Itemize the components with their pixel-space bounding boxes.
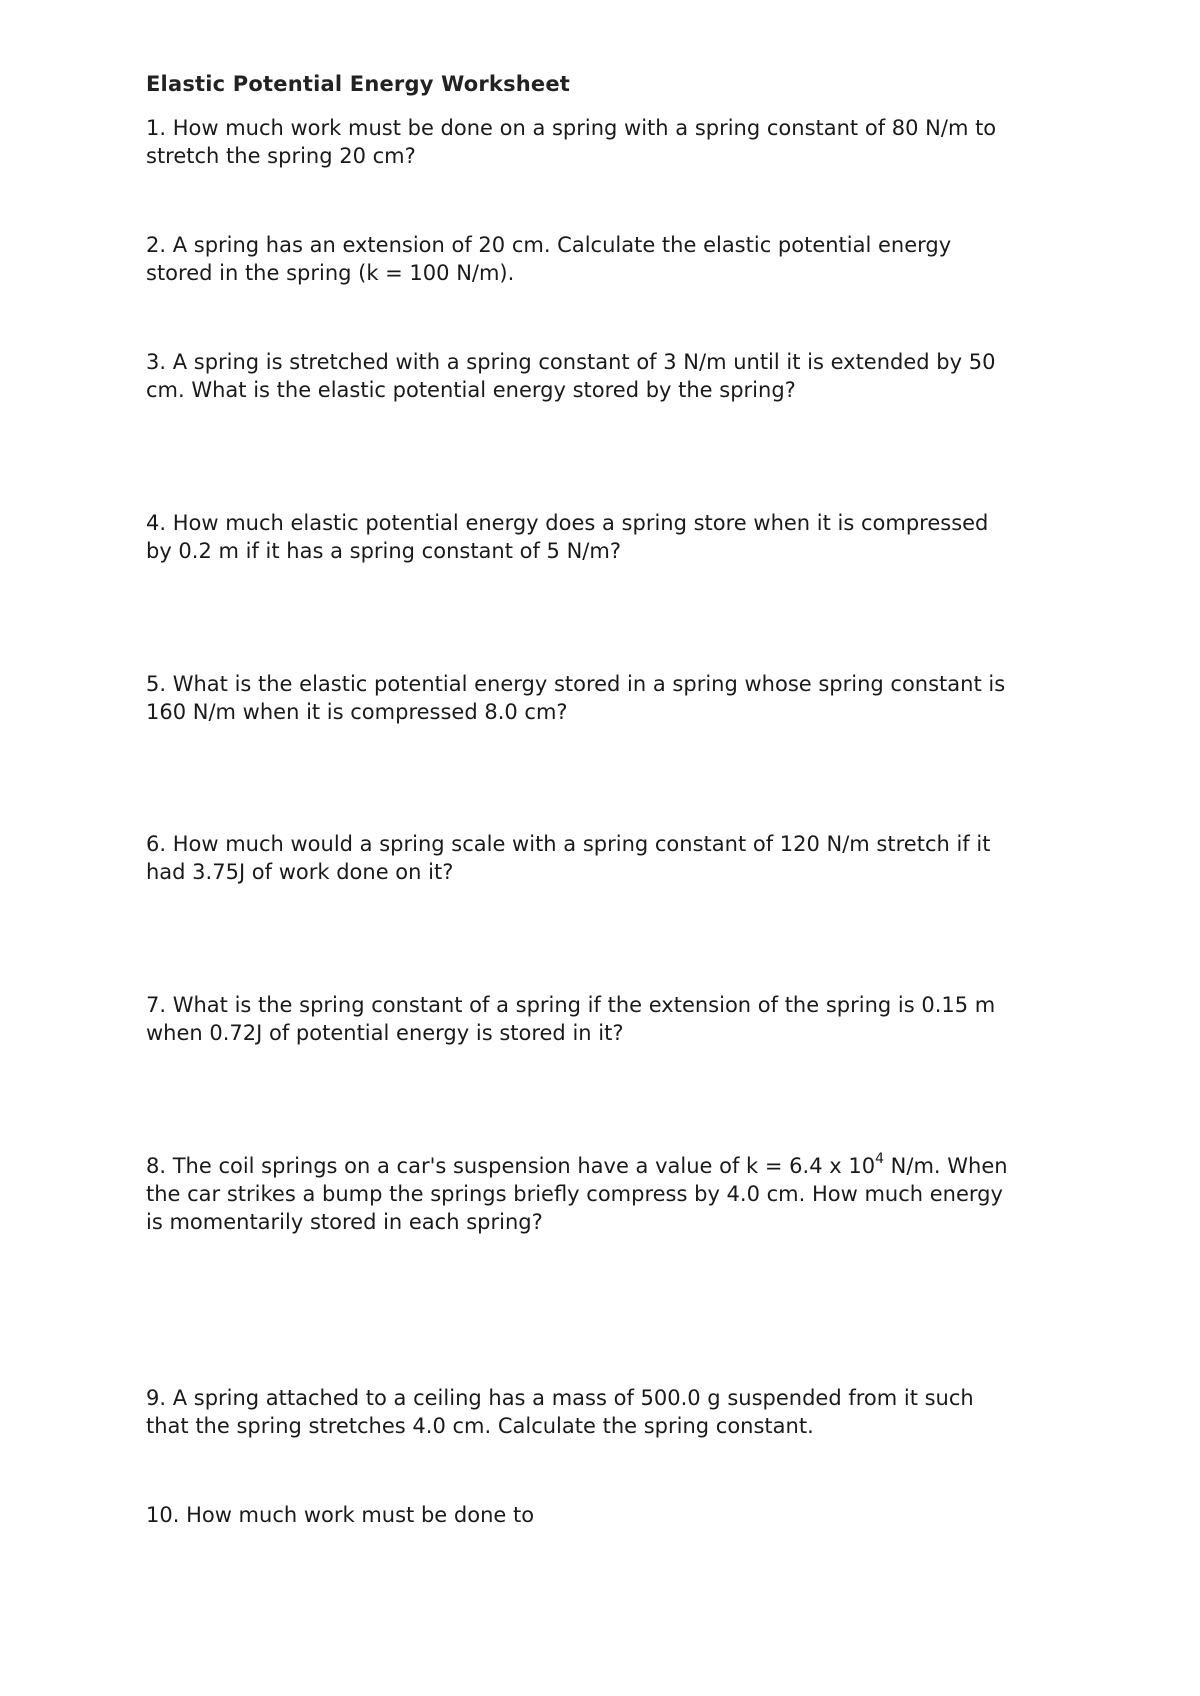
question-8 [146, 1152, 1076, 1236]
question-5 [146, 670, 1076, 726]
question-8-text-after-exponent: N/m. When [883, 1154, 1008, 1178]
question-6-line-2: had 3.75J of work done on it? [146, 860, 454, 884]
question-1-line-1: 1. How much work must be done on a spring with a spring constant of 80 N/m to [146, 116, 997, 140]
question-8-line-2: the car strikes a bump the springs briefly compress by 4.0 cm. How much energy [146, 1182, 1003, 1206]
question-9-line-1: 9. A spring attached to a ceiling has a mass of 500.0 g suspended from it such [146, 1386, 974, 1410]
question-10-line-1: 10. How much work must be done to [146, 1503, 535, 1527]
question-7-line-2: when 0.72J of potential energy is stored in it? [146, 1021, 624, 1045]
question-2 [146, 231, 1076, 287]
question-1-line-2: stretch the spring 20 cm? [146, 144, 416, 168]
question-4-line-2: by 0.2 m if it has a spring constant of 5 N/m? [146, 539, 621, 563]
question-5-line-1: 5. What is the elastic potential energy stored in a spring whose spring constant is [146, 672, 1006, 696]
question-2-line-2: stored in the spring (k = 100 N/m). [146, 261, 515, 285]
question-3 [146, 348, 1076, 404]
question-3-line-2: cm. What is the elastic potential energy stored by the spring? [146, 378, 796, 402]
worksheet-title: Elastic Potential Energy Worksheet [146, 72, 571, 96]
question-8-line-1 [146, 1152, 1076, 1180]
question-8-exponent: 4 [875, 1151, 884, 1167]
question-3-line-1: 3. A spring is stretched with a spring constant of 3 N/m until it is extended by 50 [146, 350, 996, 374]
question-7-line-1: 7. What is the spring constant of a spring if the extension of the spring is 0.15 m [146, 993, 996, 1017]
question-8-line-3: is momentarily stored in each spring? [146, 1210, 543, 1234]
question-2-line-1: 2. A spring has an extension of 20 cm. Calculate the elastic potential energy [146, 233, 952, 257]
question-5-line-2: 160 N/m when it is compressed 8.0 cm? [146, 700, 568, 724]
question-9-line-2: that the spring stretches 4.0 cm. Calculate the spring constant. [146, 1414, 814, 1438]
question-6 [146, 830, 1076, 886]
question-1 [146, 114, 1076, 170]
question-7 [146, 991, 1076, 1047]
question-4 [146, 509, 1076, 565]
question-4-line-1: 4. How much elastic potential energy does a spring store when it is compressed [146, 511, 989, 535]
question-6-line-1: 6. How much would a spring scale with a spring constant of 120 N/m stretch if it [146, 832, 991, 856]
question-8-text-before-exponent: 8. The coil springs on a car's suspension have a value of k = 6.4 x 10 [146, 1154, 876, 1178]
question-10 [146, 1501, 1076, 1529]
question-9 [146, 1384, 1076, 1440]
